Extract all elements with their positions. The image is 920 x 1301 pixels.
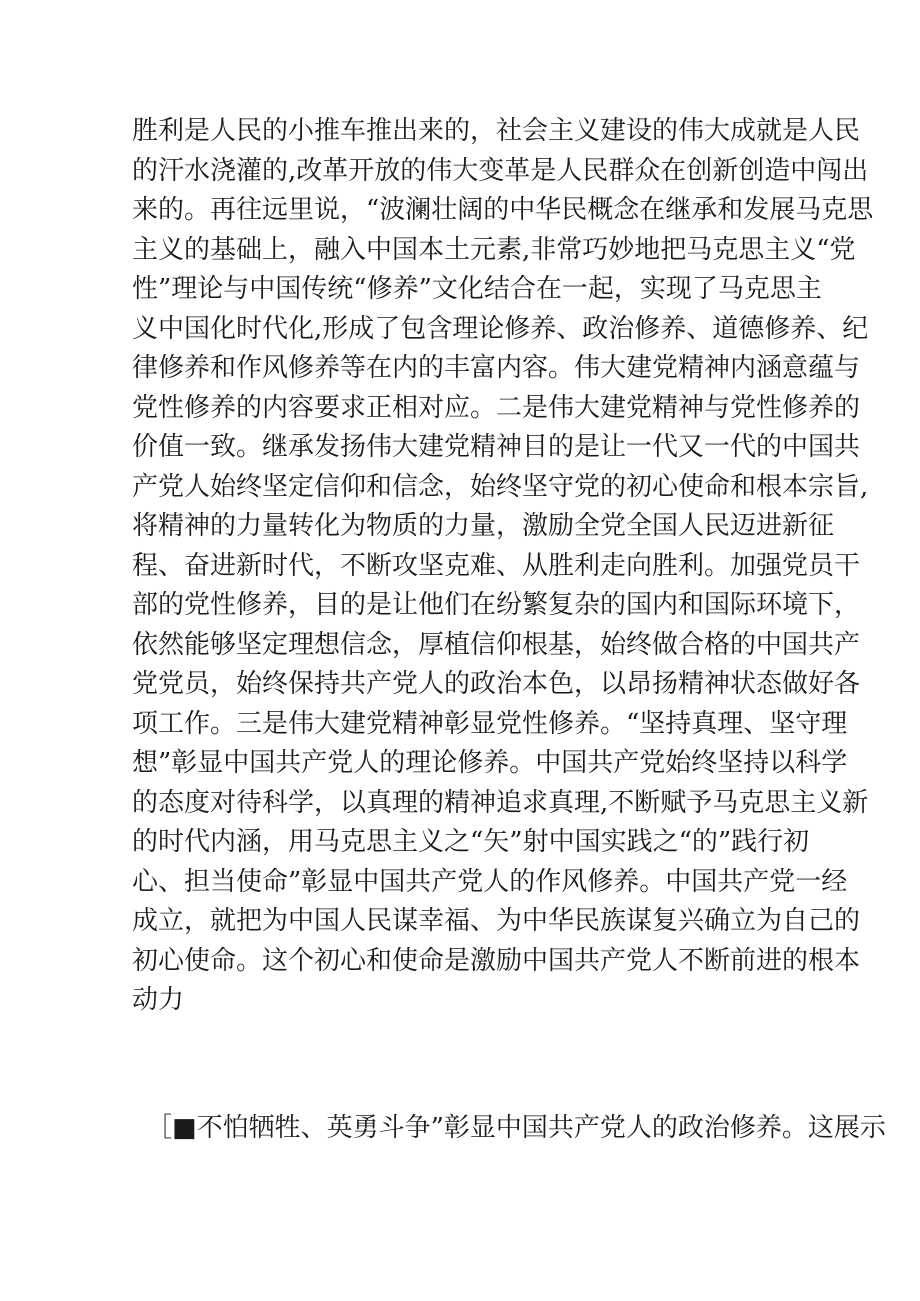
text-line: 成立，就把为中国人民谋幸福、为中华民族谋复兴确立为自己的 xyxy=(132,906,861,936)
text-line: 的态度对待科学，以真理的精神追求真理,不断赋予马克思主义新 xyxy=(132,787,869,818)
text-line: 依然能够坚定理想信念，厚植信仰根基，始终做合格的中国共产 xyxy=(132,629,861,660)
text-line: 价值一致。继承发扬伟大建党精神目的是让一代又一代的中国共 xyxy=(132,432,861,462)
text-line: 想”彰显中国共产党人的理论修养。中国共产党始终坚持以科学 xyxy=(132,748,848,778)
text-line: 程、奋进新时代，不断攻坚克难、从胜利走向胜利。加强党员干 xyxy=(132,550,861,581)
text-line: 产党人始终坚定信仰和信念，始终坚守党的初心使命和根本宗旨, xyxy=(132,471,869,502)
text-line: 党党员，始终保持共产党人的政治本色，以昂扬精神状态做好各 xyxy=(132,669,861,699)
text-line: 性”理论与中国传统“修养”文化结合在一起，实现了马克思主 xyxy=(132,274,822,304)
text-line: 将精神的力量转化为物质的力量，激励全党全国人民迈进新征 xyxy=(132,511,835,541)
text-line: 义中国化时代化,形成了包含理论修养、政治修养、道德修养、纪 xyxy=(132,313,869,344)
text-line: 部的党性修养，目的是让他们在纷繁复杂的国内和国际环境下， xyxy=(132,590,861,620)
text-line: 来的。再往远里说，“波澜壮阔的中华民概念在继承和发展马克思 xyxy=(132,195,874,225)
paragraph-body xyxy=(132,112,874,1021)
text-line: 心、担当使命”彰显中国共产党人的作风修养。中国共产党一经 xyxy=(132,866,848,897)
text-line: 初心使命。这个初心和使命是激励中国共产党人不断前进的根本 xyxy=(132,945,861,976)
text-line: 律修养和作风修养等在内的丰富内容。伟大建党精神内涵意蕴与 xyxy=(132,353,861,383)
text-line: 党性修养的内容要求正相对应。二是伟大建党精神与党性修养的 xyxy=(132,392,861,423)
text-line: 动力 xyxy=(132,985,185,1015)
text-line: 的时代内涵，用马克思主义之“矢”射中国实践之“的”践行初 xyxy=(132,827,810,857)
next-paragraph-line: ［■不怕牺牲、英勇斗争”彰显中国共产党人的政治修养。这展示 xyxy=(146,1113,886,1143)
text-line: 项工作。三是伟大建党精神彰显党性修养。“坚持真理、坚守理 xyxy=(132,708,848,739)
text-line: 主义的基础上，融入中国本土元素,非常巧妙地把马克思主义“党 xyxy=(132,234,856,265)
text-line: 的汗水浇灌的,改革开放的伟大变革是人民群众在创新创造中闯出 xyxy=(132,155,869,186)
text-line: 胜利是人民的小推车推出来的，社会主义建设的伟大成就是人民 xyxy=(132,116,861,146)
